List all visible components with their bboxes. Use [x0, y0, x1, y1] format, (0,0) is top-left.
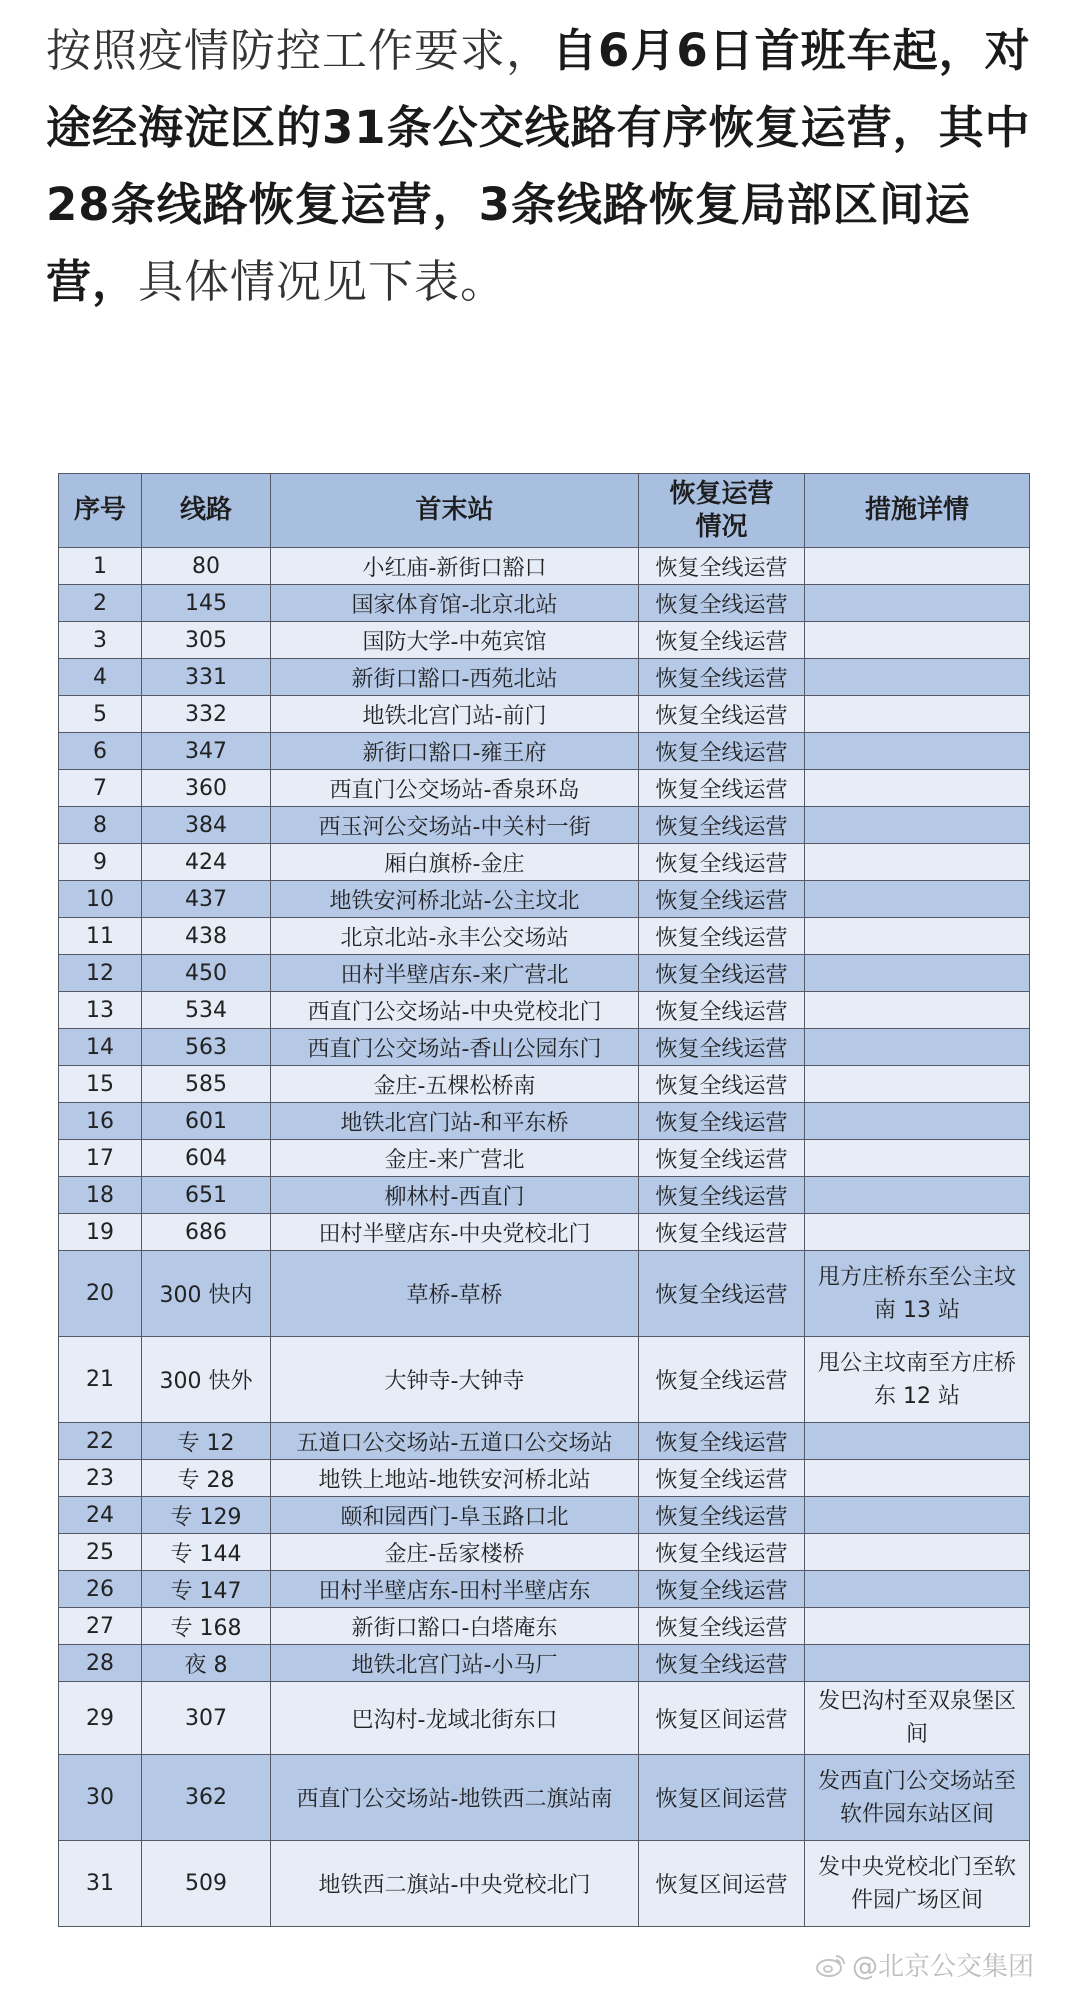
table-row: [59, 881, 1030, 918]
table-row: [59, 1103, 1030, 1140]
intro-paragraph: [46, 12, 1046, 320]
cell-line: 601: [142, 1103, 271, 1140]
cell-stops: 田村半壁店东-中央党校北门: [271, 1214, 639, 1251]
cell-stops: 西直门公交场站-地铁西二旗站南: [271, 1755, 639, 1841]
table-row: [59, 1497, 1030, 1534]
cell-note: [805, 807, 1030, 844]
cell-stops: 北京北站-永丰公交场站: [271, 918, 639, 955]
cell-stops: 巴沟村-龙域北街东口: [271, 1682, 639, 1755]
table-row: [59, 1571, 1030, 1608]
cell-stops: 五道口公交场站-五道口公交场站: [271, 1423, 639, 1460]
cell-stops: 地铁西二旗站-中央党校北门: [271, 1841, 639, 1927]
cell-line: 585: [142, 1066, 271, 1103]
cell-number: 12: [59, 955, 142, 992]
cell-stops: 西直门公交场站-香山公园东门: [271, 1029, 639, 1066]
cell-number: 1: [59, 548, 142, 585]
table-row: [59, 1608, 1030, 1645]
cell-stops: 金庄-来广营北: [271, 1140, 639, 1177]
table-row: [59, 1140, 1030, 1177]
cell-line: 305: [142, 622, 271, 659]
header-stops: 首末站: [271, 474, 639, 548]
cell-status: 恢复全线运营: [639, 622, 805, 659]
cell-status: 恢复全线运营: [639, 1534, 805, 1571]
cell-line: 专 147: [142, 1571, 271, 1608]
cell-line: 362: [142, 1755, 271, 1841]
cell-stops: 厢白旗桥-金庄: [271, 844, 639, 881]
cell-number: 10: [59, 881, 142, 918]
cell-number: 8: [59, 807, 142, 844]
cell-number: 18: [59, 1177, 142, 1214]
cell-number: 31: [59, 1841, 142, 1927]
cell-number: 25: [59, 1534, 142, 1571]
cell-stops: 地铁北宫门站-小马厂: [271, 1645, 639, 1682]
cell-number: 19: [59, 1214, 142, 1251]
cell-status: 恢复全线运营: [639, 1177, 805, 1214]
cell-status: 恢复全线运营: [639, 1571, 805, 1608]
cell-stops: 新街口豁口-雍王府: [271, 733, 639, 770]
cell-stops: 西直门公交场站-香泉环岛: [271, 770, 639, 807]
table-row: [59, 992, 1030, 1029]
cell-status: 恢复全线运营: [639, 1214, 805, 1251]
cell-note: [805, 1645, 1030, 1682]
cell-status: 恢复全线运营: [639, 733, 805, 770]
cell-status: 恢复全线运营: [639, 585, 805, 622]
cell-number: 5: [59, 696, 142, 733]
cell-stops: 国家体育馆-北京北站: [271, 585, 639, 622]
table-row: [59, 1251, 1030, 1337]
cell-number: 9: [59, 844, 142, 881]
table-row: [59, 1755, 1030, 1841]
cell-line: 专 144: [142, 1534, 271, 1571]
cell-line: 509: [142, 1841, 271, 1927]
table-row: [59, 1177, 1030, 1214]
cell-number: 29: [59, 1682, 142, 1755]
cell-line: 347: [142, 733, 271, 770]
cell-status: 恢复全线运营: [639, 548, 805, 585]
cell-status: 恢复全线运营: [639, 1140, 805, 1177]
cell-note: [805, 881, 1030, 918]
table-row: [59, 1645, 1030, 1682]
cell-note: [805, 992, 1030, 1029]
cell-status: 恢复全线运营: [639, 1423, 805, 1460]
table-body: [59, 548, 1030, 1927]
table-row: [59, 844, 1030, 881]
cell-stops: 西直门公交场站-中央党校北门: [271, 992, 639, 1029]
cell-status: 恢复全线运营: [639, 1029, 805, 1066]
cell-line: 686: [142, 1214, 271, 1251]
cell-number: 6: [59, 733, 142, 770]
cell-line: 300 快内: [142, 1251, 271, 1337]
cell-stops: 地铁北宫门站-前门: [271, 696, 639, 733]
header-status: 恢复运营情况: [639, 474, 805, 548]
cell-status: 恢复全线运营: [639, 1608, 805, 1645]
table-row: [59, 1423, 1030, 1460]
cell-stops: 田村半壁店东-田村半壁店东: [271, 1571, 639, 1608]
cell-status: 恢复全线运营: [639, 1251, 805, 1337]
table-row: [59, 1841, 1030, 1927]
cell-status: 恢复区间运营: [639, 1755, 805, 1841]
cell-note: [805, 955, 1030, 992]
cell-line: 360: [142, 770, 271, 807]
cell-line: 332: [142, 696, 271, 733]
table-row: [59, 918, 1030, 955]
cell-stops: 地铁安河桥北站-公主坟北: [271, 881, 639, 918]
cell-status: 恢复全线运营: [639, 696, 805, 733]
cell-note: [805, 733, 1030, 770]
intro-part-2: 自6月6日首班车起，对途经海淀区的31条公交线路有序恢复运营，其中28条线路恢复运营，3条线路恢复局部区间运营，: [46, 24, 1031, 308]
cell-line: 437: [142, 881, 271, 918]
route-table: [58, 473, 1030, 1927]
cell-stops: 新街口豁口-白塔庵东: [271, 1608, 639, 1645]
cell-status: 恢复区间运营: [639, 1682, 805, 1755]
cell-number: 13: [59, 992, 142, 1029]
table-row: [59, 1682, 1030, 1755]
cell-line: 300 快外: [142, 1337, 271, 1423]
cell-note: [805, 1103, 1030, 1140]
cell-number: 28: [59, 1645, 142, 1682]
cell-stops: 地铁上地站-地铁安河桥北站: [271, 1460, 639, 1497]
table-header-row: [59, 474, 1030, 548]
cell-line: 450: [142, 955, 271, 992]
cell-status: 恢复全线运营: [639, 807, 805, 844]
cell-note: [805, 1608, 1030, 1645]
cell-note: [805, 844, 1030, 881]
cell-number: 17: [59, 1140, 142, 1177]
cell-number: 15: [59, 1066, 142, 1103]
cell-note: [805, 585, 1030, 622]
cell-number: 30: [59, 1755, 142, 1841]
cell-stops: 国防大学-中苑宾馆: [271, 622, 639, 659]
cell-number: 7: [59, 770, 142, 807]
cell-line: 604: [142, 1140, 271, 1177]
cell-number: 20: [59, 1251, 142, 1337]
table-row: [59, 1337, 1030, 1423]
cell-stops: 金庄-岳家楼桥: [271, 1534, 639, 1571]
cell-stops: 柳林村-西直门: [271, 1177, 639, 1214]
cell-status: 恢复全线运营: [639, 1645, 805, 1682]
cell-note: [805, 622, 1030, 659]
cell-line: 专 28: [142, 1460, 271, 1497]
cell-status: 恢复全线运营: [639, 1460, 805, 1497]
table-row: [59, 659, 1030, 696]
header-line: 线路: [142, 474, 271, 548]
cell-number: 27: [59, 1608, 142, 1645]
cell-number: 23: [59, 1460, 142, 1497]
cell-number: 14: [59, 1029, 142, 1066]
cell-stops: 小红庙-新街口豁口: [271, 548, 639, 585]
cell-note: [805, 770, 1030, 807]
cell-status: 恢复全线运营: [639, 770, 805, 807]
cell-number: 11: [59, 918, 142, 955]
cell-number: 3: [59, 622, 142, 659]
cell-note: [805, 1177, 1030, 1214]
table-row: [59, 1460, 1030, 1497]
cell-line: 331: [142, 659, 271, 696]
cell-line: 384: [142, 807, 271, 844]
cell-note: 甩方庄桥东至公主坟南 13 站: [805, 1251, 1030, 1337]
table-row: [59, 955, 1030, 992]
cell-status: 恢复全线运营: [639, 659, 805, 696]
weibo-icon: [816, 1953, 846, 1977]
cell-number: 24: [59, 1497, 142, 1534]
header-number: 序号: [59, 474, 142, 548]
cell-status: 恢复全线运营: [639, 1337, 805, 1423]
cell-stops: 新街口豁口-西苑北站: [271, 659, 639, 696]
table-row: [59, 622, 1030, 659]
table-row: [59, 1214, 1030, 1251]
cell-stops: 地铁北宫门站-和平东桥: [271, 1103, 639, 1140]
cell-note: [805, 659, 1030, 696]
cell-stops: 大钟寺-大钟寺: [271, 1337, 639, 1423]
cell-line: 534: [142, 992, 271, 1029]
cell-note: [805, 1029, 1030, 1066]
cell-note: [805, 918, 1030, 955]
cell-line: 夜 8: [142, 1645, 271, 1682]
cell-status: 恢复全线运营: [639, 844, 805, 881]
cell-note: [805, 696, 1030, 733]
cell-line: 专 168: [142, 1608, 271, 1645]
cell-line: 专 12: [142, 1423, 271, 1460]
cell-status: 恢复全线运营: [639, 918, 805, 955]
table-row: [59, 807, 1030, 844]
cell-line: 307: [142, 1682, 271, 1755]
cell-stops: 田村半壁店东-来广营北: [271, 955, 639, 992]
cell-line: 651: [142, 1177, 271, 1214]
cell-note: [805, 1534, 1030, 1571]
cell-line: 145: [142, 585, 271, 622]
cell-status: 恢复全线运营: [639, 1103, 805, 1140]
table-row: [59, 1066, 1030, 1103]
cell-note: 甩公主坟南至方庄桥东 12 站: [805, 1337, 1030, 1423]
cell-line: 专 129: [142, 1497, 271, 1534]
cell-number: 2: [59, 585, 142, 622]
intro-part-3: 具体情况见下表。: [138, 255, 507, 308]
route-table-container: [58, 473, 1029, 1927]
cell-status: 恢复全线运营: [639, 1066, 805, 1103]
cell-number: 4: [59, 659, 142, 696]
cell-note: [805, 1571, 1030, 1608]
table-row: [59, 696, 1030, 733]
table-row: [59, 1029, 1030, 1066]
cell-note: [805, 1423, 1030, 1460]
cell-stops: 金庄-五棵松桥南: [271, 1066, 639, 1103]
cell-status: 恢复全线运营: [639, 881, 805, 918]
cell-line: 438: [142, 918, 271, 955]
cell-note: 发西直门公交场站至软件园东站区间: [805, 1755, 1030, 1841]
header-note: 措施详情: [805, 474, 1030, 548]
cell-stops: 草桥-草桥: [271, 1251, 639, 1337]
cell-note: 发中央党校北门至软件园广场区间: [805, 1841, 1030, 1927]
cell-number: 16: [59, 1103, 142, 1140]
cell-line: 80: [142, 548, 271, 585]
watermark-text: @北京公交集团: [851, 1952, 1034, 1982]
table-row: [59, 1534, 1030, 1571]
cell-note: [805, 1066, 1030, 1103]
intro-part-1: 按照疫情防控工作要求，: [46, 24, 553, 77]
cell-number: 26: [59, 1571, 142, 1608]
cell-note: [805, 1497, 1030, 1534]
cell-note: 发巴沟村至双泉堡区间: [805, 1682, 1030, 1755]
cell-note: [805, 1214, 1030, 1251]
cell-status: 恢复全线运营: [639, 955, 805, 992]
cell-line: 424: [142, 844, 271, 881]
cell-number: 21: [59, 1337, 142, 1423]
cell-stops: 西玉河公交场站-中关村一街: [271, 807, 639, 844]
cell-status: 恢复区间运营: [639, 1841, 805, 1927]
table-row: [59, 585, 1030, 622]
cell-status: 恢复全线运营: [639, 992, 805, 1029]
watermark: [816, 1946, 1034, 1983]
table-row: [59, 733, 1030, 770]
cell-line: 563: [142, 1029, 271, 1066]
table-row: [59, 548, 1030, 585]
cell-stops: 颐和园西门-阜玉路口北: [271, 1497, 639, 1534]
cell-note: [805, 1460, 1030, 1497]
cell-number: 22: [59, 1423, 142, 1460]
cell-note: [805, 1140, 1030, 1177]
cell-status: 恢复全线运营: [639, 1497, 805, 1534]
cell-note: [805, 548, 1030, 585]
table-row: [59, 770, 1030, 807]
